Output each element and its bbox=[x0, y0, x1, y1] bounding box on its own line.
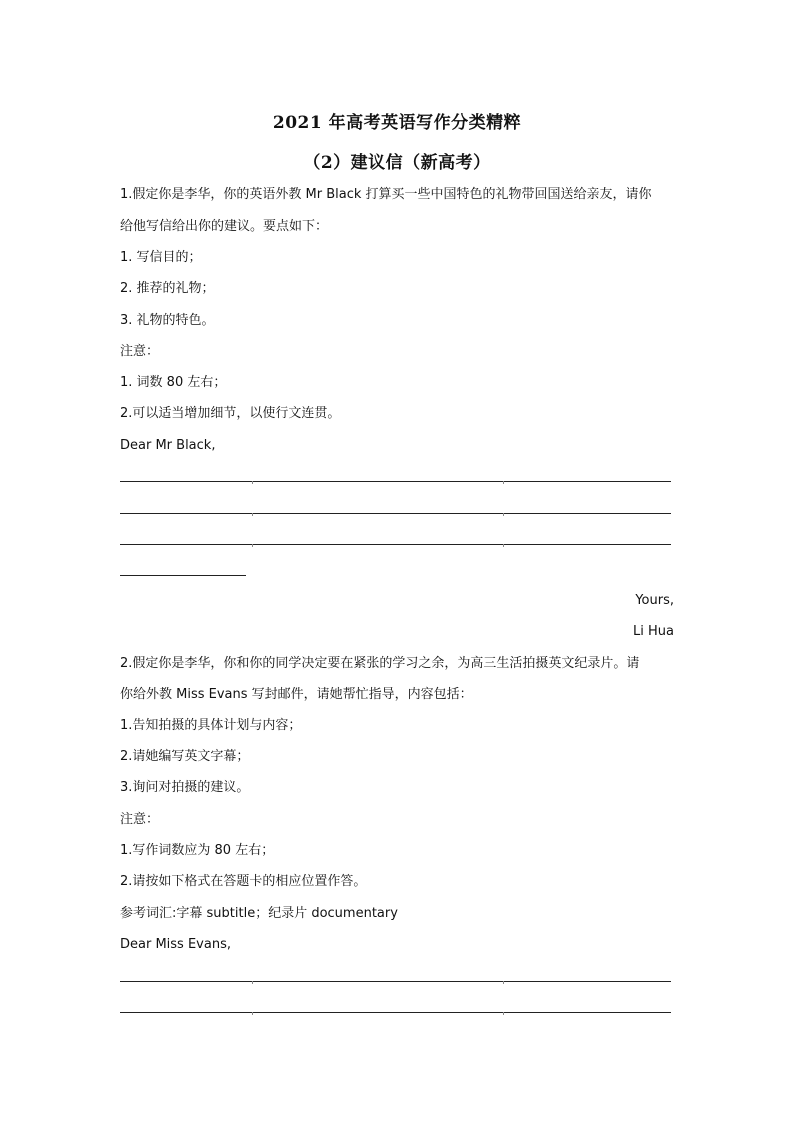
task2-prompt-line2: 你给外教 Miss Evans 写封邮件，请她帮忙指导，内容包括： bbox=[120, 687, 473, 702]
task1-signature: Li Hua bbox=[633, 624, 674, 639]
task2-note-1: 1.写作词数应为 80 左右； bbox=[120, 843, 275, 858]
task2-salutation: Dear Miss Evans, bbox=[120, 937, 231, 952]
task2-point-1: 1.告知拍摄的具体计划与内容； bbox=[120, 718, 302, 733]
task1-closing: Yours, bbox=[635, 593, 674, 608]
writing-line bbox=[120, 481, 671, 482]
task1-prompt-line1: 1.假定你是李华，你的英语外教 Mr Black 打算买一些中国特色的礼物带回国送给亲友，请你 bbox=[120, 187, 652, 202]
task2-prompt-line1: 2.假定你是李华，你和你的同学决定要在紧张的学习之余，为高三生活拍摄英文纪录片。请 bbox=[120, 656, 640, 671]
task1-salutation: Dear Mr Black, bbox=[120, 438, 216, 453]
task2-note-2: 2.请按如下格式在答题卡的相应位置作答。 bbox=[120, 874, 367, 889]
task1-point-3: 3. 礼物的特色。 bbox=[120, 313, 215, 328]
task1-note-2: 2.可以适当增加细节，以使行文连贯。 bbox=[120, 406, 341, 421]
task1-point-2: 2. 推荐的礼物； bbox=[120, 281, 215, 296]
writing-line bbox=[120, 981, 671, 982]
task2-point-2: 2.请她编写英文字幕； bbox=[120, 749, 250, 764]
writing-line bbox=[120, 544, 671, 545]
task2-vocab: 参考词汇:字幕 subtitle；纪录片 documentary bbox=[120, 906, 398, 921]
writing-line-short bbox=[120, 575, 246, 576]
task1-point-1: 1. 写信目的； bbox=[120, 250, 202, 265]
document-title: 2021 年高考英语写作分类精粹 bbox=[272, 113, 522, 133]
writing-line bbox=[120, 1012, 671, 1013]
task1-prompt-line2: 给他写信给出你的建议。要点如下： bbox=[120, 219, 329, 234]
task2-note-label: 注意： bbox=[120, 812, 160, 827]
task1-note-1: 1. 词数 80 左右； bbox=[120, 375, 227, 390]
document-subtitle: （2）建议信（新高考） bbox=[303, 153, 491, 173]
task2-point-3: 3.询问对拍摄的建议。 bbox=[120, 780, 250, 795]
task1-note-label: 注意： bbox=[120, 344, 160, 359]
writing-line bbox=[120, 513, 671, 514]
